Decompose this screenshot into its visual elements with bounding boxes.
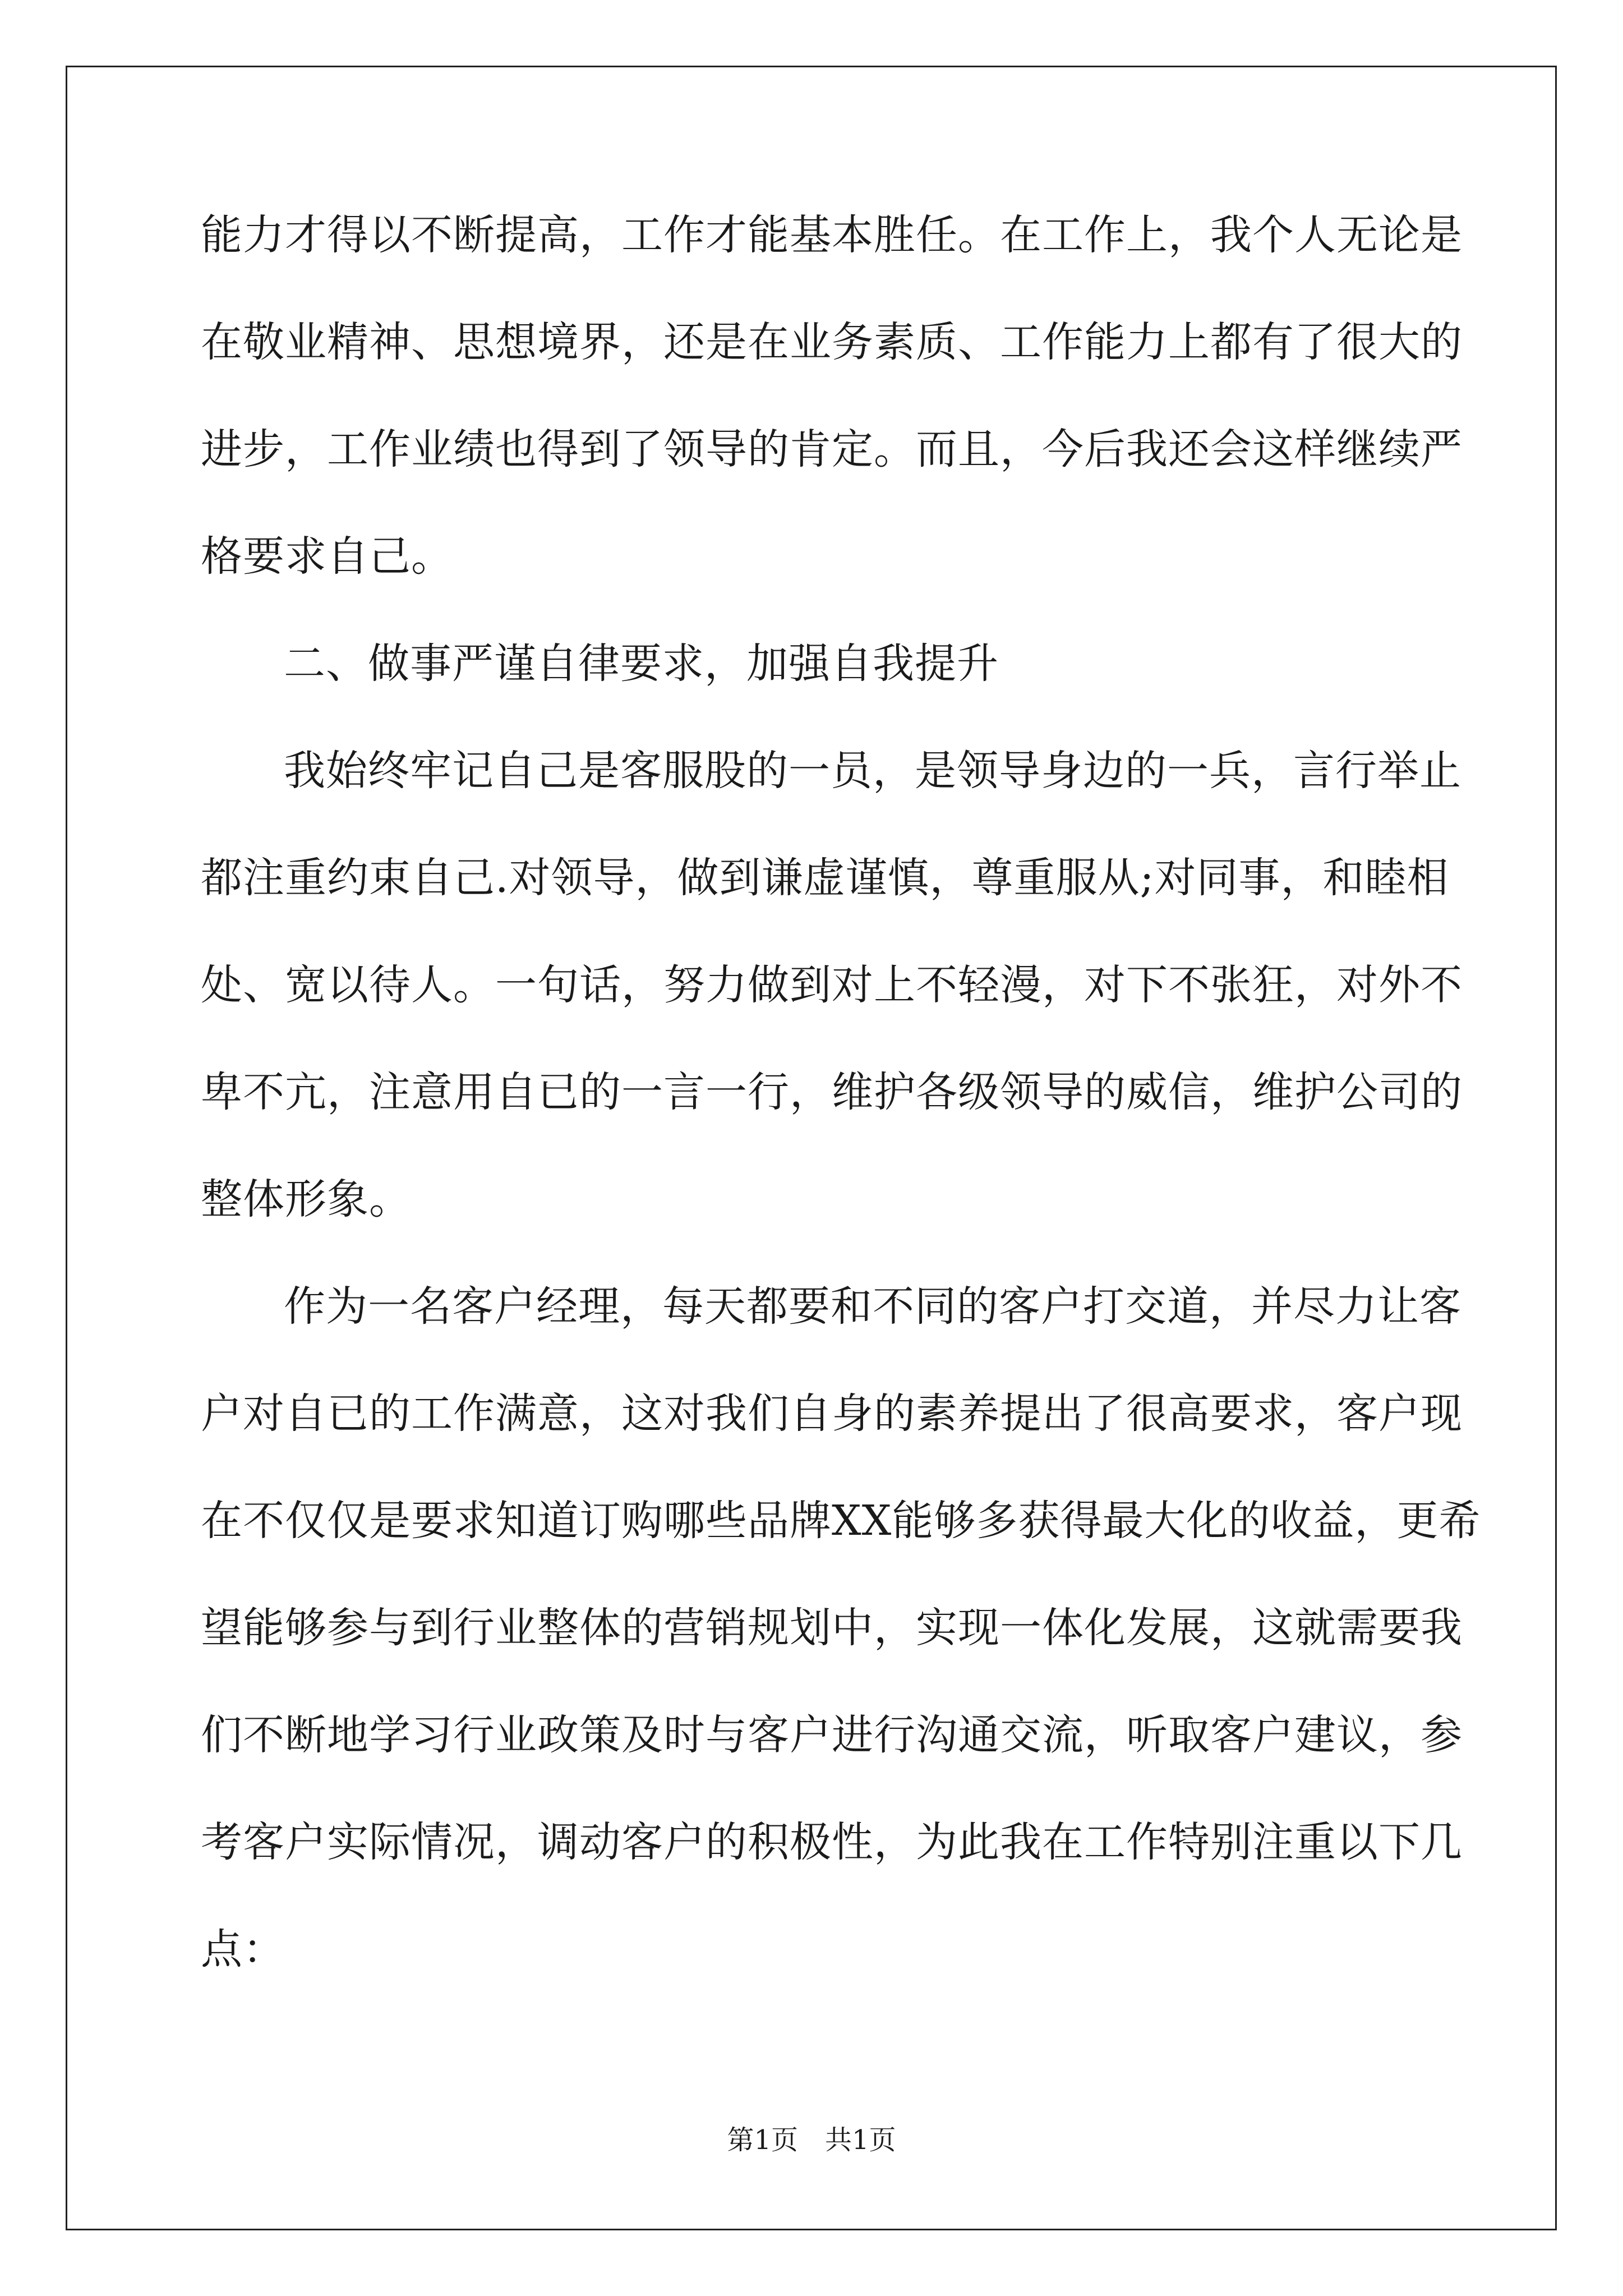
text-line: 都注重约束自己.对领导，做到谦虚谨慎，尊重服从;对同事，和睦相	[201, 854, 1449, 902]
text-line: 在不仅仅是要求知道订购哪些品牌XX能够多获得最大化的收益，更希	[201, 1497, 1481, 1545]
text-line: 望能够参与到行业整体的营销规划中，实现一体化发展，这就需要我	[201, 1604, 1463, 1652]
text-line: 点：	[201, 1925, 285, 1973]
text-line: 考客户实际情况，调动客户的积极性，为此我在工作特别注重以下几	[201, 1818, 1463, 1866]
text-line: 在敬业精神、思想境界，还是在业务素质、工作能力上都有了很大的	[201, 318, 1463, 366]
text-line: 整体形象。	[201, 1175, 411, 1223]
text-line: 作为一名客户经理，每天都要和不同的客户打交道，并尽力让客	[284, 1282, 1461, 1331]
text-line: 们不断地学习行业政策及时与客户进行沟通交流，听取客户建议，参	[201, 1711, 1463, 1759]
text-line: 进步，工作业绩也得到了领导的肯定。而且，今后我还会这样继续严	[201, 425, 1463, 473]
page-footer: 第1页 共1页	[727, 2124, 896, 2156]
text-line: 卑不亢，注意用自已的一言一行，维护各级领导的威信，维护公司的	[201, 1068, 1463, 1116]
text-line: 户对自已的工作满意，这对我们自身的素养提出了很高要求，客户现	[201, 1389, 1463, 1438]
text-line: 处、宽以待人。一句话，努力做到对上不轻漫，对下不张狂，对外不	[201, 961, 1463, 1009]
text-line: 我始终牢记自己是客服股的一员，是领导身边的一兵，言行举止	[284, 747, 1461, 795]
section-heading: 二、做事严谨自律要求，加强自我提升	[284, 639, 999, 688]
page-border	[66, 66, 1557, 2230]
text-line: 能力才得以不断提高，工作才能基本胜任。在工作上，我个人无论是	[201, 211, 1463, 259]
text-line: 格要求自己。	[201, 532, 453, 581]
